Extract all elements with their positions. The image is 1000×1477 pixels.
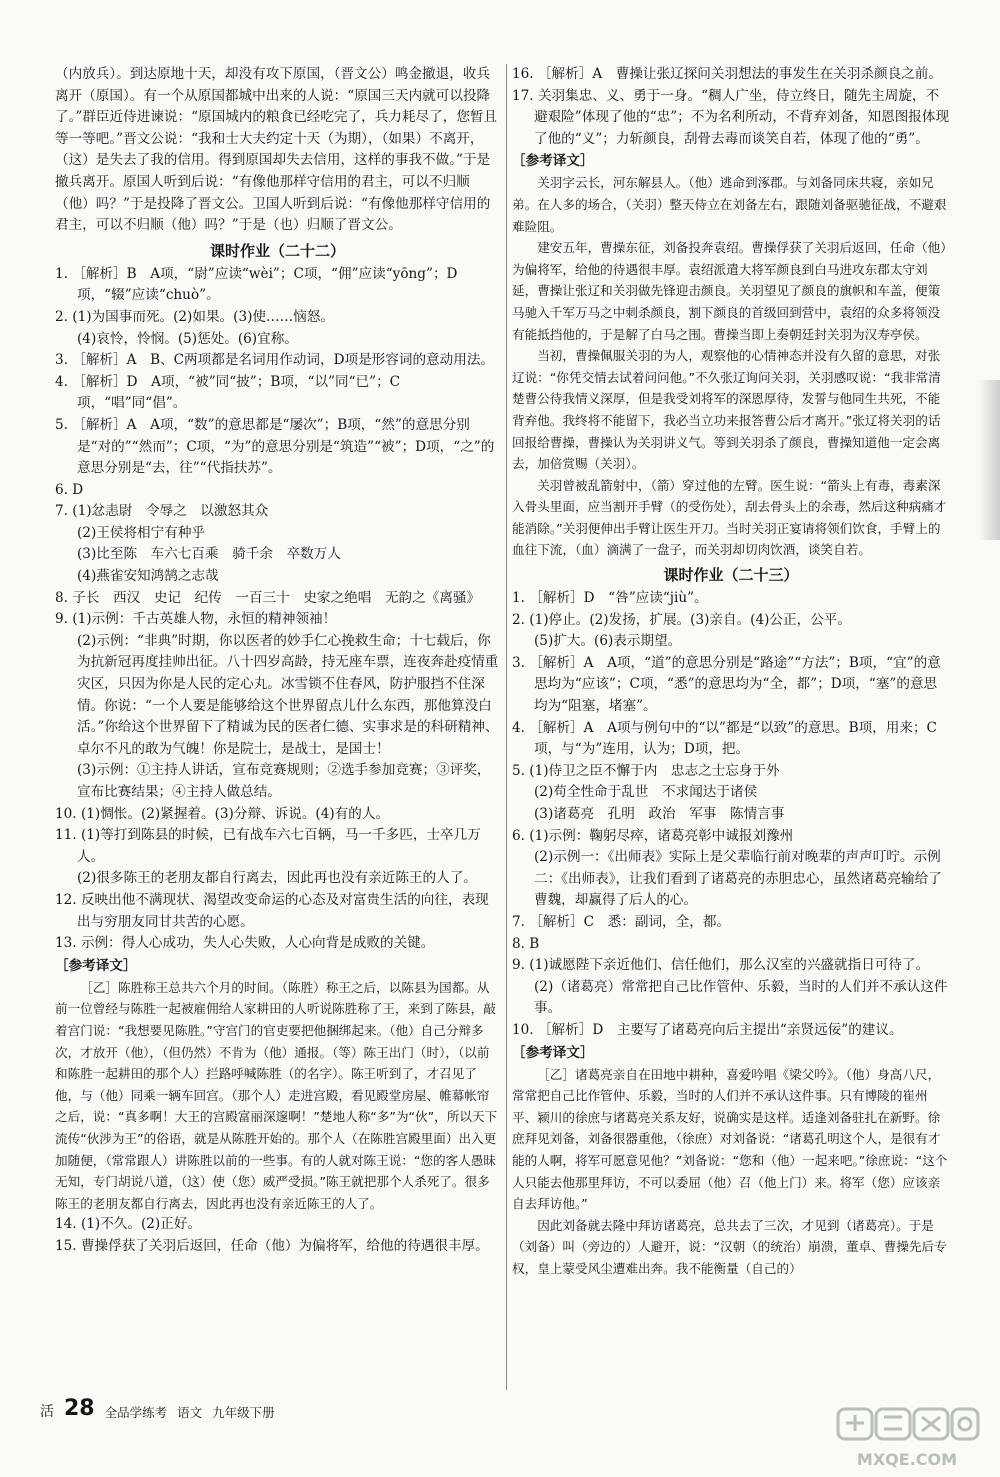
answer-subitem: (4)哀怜，怜悯。(5)惩处。(6)宜称。 [77, 330, 298, 347]
answer-item: 15. 曹操俘获了关羽后返回，任命（他）为偏将军，给他的待遇很丰厚。 [55, 1237, 489, 1254]
answer-item: 12. 反映出他不满现状、渴望改变命运的心态及对富贵生活的向往，表现出与穷朋友同甘共苦的心愿。 [55, 891, 489, 930]
translation-paragraph: 因此刘备就去隆中拜访诸葛亮，总共去了三次，才见到（诸葛亮）。于是（刘备）叫（旁边的）人避开，说：“汉朝（的统治）崩溃，董卓、曹操先后专权，皇上蒙受风尘遭难出奔。我不能衡量（自己的） [512, 1217, 947, 1276]
section-heading: 课时作业（二十三） [663, 566, 799, 585]
page-number: 28 [64, 1396, 95, 1421]
text-paragraph: （内放兵）。到达原地十天，却没有攻下原国，（晋文公）鸣金撤退，收兵离开（原国）。有一个从原国都城中出来的人说：“原国三天内就可以投降了。”群臣近侍进谏说：“原国城内的粮食已经吃完了，兵力耗尽了，您暂且等一等吧。”晋文公说：“我和士大夫约定十天（为期），（如果）不离开，（这）是失去了我的信用。得到原国却失去信用，这样的事我不做。”于是撤兵离开。原国人听到后说：“有像他那样守信用的君主，可以不归顺（他）吗？”于是投降了晋文公。卫国人听到后说：“有像他那样守信用的君主，可以不归顺（他）吗？”于是（也）归顺了晋文公。 [55, 66, 498, 234]
answer-item: 11. (1)等打到陈县的时候，已有战车六七百辆，马一千多匹，士卒几万人。 [55, 827, 481, 865]
footer-subject: 语文 [177, 1405, 203, 1420]
answer-item: 2. (1)停止。(2)发扬，扩展。(3)亲自。(4)公正，公平。 [512, 611, 851, 628]
answer-item: 5. ［解析］A A项，“数”的意思都是“屡次”；B项，“然”的意思分别是“对的”“然而”；C项，“为”的意思分别是“筑造”“被”；D项，“之”的意思分别是“去，往”“代指扶苏”。 [55, 416, 495, 477]
answer-item: 4. ［解析］D A项，“被”同“披”；B项，“以”同“已”；C项，“唱”同“倡”。 [55, 373, 401, 412]
watermark-logo-icon [832, 1405, 982, 1473]
answer-item: 3. ［解析］A B、C两项都是名词用作动词，D项是形容词的意动用法。 [55, 352, 495, 369]
translation-paragraph: ［乙］诸葛亮亲自在田地中耕种，喜爱吟唱《梁父吟》。（他）身高八尺，常常把自己比作管仲、乐毅，当时的人们并不承认这件事。只有博陵的崔州平、颍川的徐庶与诸葛亮关系友好，说确实是这样。适逢刘备驻扎在新野。徐庶拜见刘备，刘备很器重他，（徐庶）对刘备说：“诸葛孔明这个人，是很有才能的人啊，将军可愿意见他？”刘备说：“您和（他）一起来吧。”徐庶说：“这个人只能去他那里拜访，不可以委屈（他）召（他上门）来。将军（您）应该亲自去拜访他。” [512, 1066, 948, 1212]
answer-subitem: (2)示例一：《出师表》实际上是父辈临行前对晚辈的声声叮咛。示例二：《出师表》，让我们看到了诸葛亮的赤胆忠心，虽然诸葛亮输给了曹魏，却赢得了后人的心。 [534, 849, 942, 909]
answer-item: 10. (1)惆怅。(2)紧握着。(3)分辩、诉说。(4)有的人。 [55, 805, 390, 822]
footer-huo: 活 [40, 1404, 54, 1420]
column-divider [506, 64, 507, 1390]
answer-subitem: (2)王侯将相宁有种乎 [77, 524, 206, 541]
answer-item: 10. ［解析］D 主要写了诸葛亮向后主提出“亲贤远佞”的建议。 [512, 1021, 903, 1038]
answer-item: 6. D [55, 481, 84, 498]
answer-item: 4. ［解析］A A项与例句中的“以”都是“以致”的意思。B项，用来；C项，与“为”连用，认为；D项，把。 [512, 719, 937, 758]
page-edge-shadow [978, 380, 1000, 540]
answer-item: 3. ［解析］A A项，“道”的意思分别是“路途”“方法”；B项，“宜”的意思均为“应该”；C项，“悉”的意思均为“全，都”；D项，“塞”的意思均为“阻塞，堵塞”。 [512, 654, 941, 715]
answer-item: 5. (1)侍卫之臣不懈于内 忠志之士忘身于外 [512, 762, 780, 779]
translation-paragraph: 建安五年，曹操东征，刘备投奔袁绍。曹操俘获了关羽后返回，任命（他）为偏将军，给他的待遇很丰厚。袁绍派遣大将军颜良到白马进攻东郡太守刘延，曹操让张辽和关羽做先锋迎击颜良。关羽望见了颜良的旗帜和车盖，便策马驰入千军万马之中刺杀颜良，割下颜良的首级回到营中，袁绍的众多将领没有能抵挡他的，于是解了白马之围。曹操当即上奏朝廷封关羽为汉寿亭侯。 [512, 240, 947, 342]
answer-item: 8. 子长 西汉 史记 纪传 一百三十 史家之绝唱 无韵之《离骚》 [55, 589, 481, 606]
answer-subitem: (3)比至陈 车六七百乘 骑千余 卒数万人 [77, 546, 341, 563]
translation-paragraph: ［乙］陈胜称王总共六个月的时间。（陈胜）称王之后，以陈县为国都。从前一位曾经与陈胜一起被雇佣给人家耕田的人听说陈胜称了王，来到了陈县，敲着宫门说：“我想要见陈胜。”守宫门的官吏要把他捆绑起来。（他）自己分辩多次，才放开（他），（但仍然）不肯为（他）通报。（等）陈王出门（时），（以前和陈胜一起耕田的那个人）拦路呼喊陈胜（的名字）。陈王听到了，才召见了他，与（他）同乘一辆车回宫。（那个人）走进宫殿，看见殿堂房屋、帷幕帐帘之后，说：“真多啊！大王的宫殿富丽深邃啊！”楚地人称“多”为“伙”，所以天下流传“伙涉为王”的俗语，就是从陈胜开始的。那个人（在陈胜宫殿里面）出入更加随便，（常常跟人）讲陈胜以前的一些事。有的人就对陈王说：“您的客人愚昧无知，专门胡说八道，（这）使（您）威严受损。”陈王就把那个人杀死了。很多陈王的老朋友都自行离去，因此再也没有亲近陈王的人了。 [55, 979, 498, 1211]
answer-item: 8. B [512, 935, 540, 952]
footer-book-title: 全品学练考 [104, 1405, 168, 1420]
answer-subitem: (3)示例：①主持人讲话，宣布竞赛规则；②选手参加竞赛；③评奖，宣布比赛结果；④主持人做总结。 [77, 762, 491, 800]
answer-item: 7. (1)忿恚尉 令辱之 以激怒其众 [55, 503, 269, 520]
answer-item: 7. ［解析］C 悉：副词，全，都。 [512, 913, 731, 930]
translation-paragraph: 当初，曹操佩服关羽的为人，观察他的心情神态并没有久留的意思，对张辽说：“你凭交情去试着问问他。”不久张辽询问关羽，关羽感叹说：“我非常清楚曹公待我情义深厚，但是我受刘将军的深恩厚待，发誓与他同生共死，不能背弃他。我终将不能留下，我必当立功来报答曹公后才离开。”张辽将关羽的话回报给曹操，曹操认为关羽讲义气。等到关羽杀了颜良，曹操知道他一定会离去，加倍赏赐（关羽）。 [512, 348, 941, 472]
footer-grade: 九年级下册 [212, 1405, 275, 1420]
translation-paragraph: 关羽曾被乱箭射中，（箭）穿过他的左臂。医生说：“箭头上有毒，毒素深入骨头里面，应当割开手臂（的受伤处），刮去骨头上的余毒，然后这种病痛才能消除。”关羽便伸出手臂让医生开刀。当时关羽正宴请将领们饮食，手臂上的血往下流，（血）滴满了一盘子，而关羽却切肉饮酒，谈笑自若。 [512, 477, 947, 558]
answer-item: 14. (1)不久。(2)正好。 [55, 1216, 202, 1233]
answer-subitem: (4)燕雀安知鸿鹄之志哉 [77, 568, 219, 585]
answer-item: 17. 关羽集忠、义、勇于一身。“稠人广坐，侍立终日，随先主周旋，不避艰险”体现了他的“忠”；不为名利所动，不背弃刘备，知恩图报体现了他的“义”；力斩颜良，刮骨去毒而谈笑自若，体现了他的“勇”。 [512, 87, 950, 147]
watermark-text: MXQE.COM [856, 1450, 958, 1469]
reference-translation-label: ［参考译文］ [512, 153, 594, 170]
reference-translation-label: ［参考译文］ [55, 957, 137, 974]
answer-subitem: (2)（诸葛亮）常常把自己比作管仲、乐毅，当时的人们并不承认这件事。 [534, 978, 948, 1017]
answer-subitem: (5)扩大。(6)表示期望。 [534, 633, 682, 650]
left-column [55, 64, 500, 1257]
answer-item: 9. (1)示例：千古英雄人物，永恒的精神领袖！ [55, 611, 337, 628]
answer-item: 1. ［解析］D “咎”应读“jiù”。 [512, 590, 708, 607]
right-column [512, 64, 950, 1279]
answer-item: 2. (1)为国事而死。(2)如果。(3)使……恼怒。 [55, 308, 334, 325]
section-heading: 课时作业（二十二） [209, 241, 345, 260]
page-footer [40, 1393, 275, 1421]
answer-item: 16. ［解析］A 曹操让张辽探问关羽想法的事发生在关羽杀颜良之前。 [512, 66, 942, 82]
reference-translation-label: ［参考译文］ [512, 1044, 594, 1061]
answer-item: 13. 示例：得人心成功，失人心失败，人心向背是成败的关键。 [55, 935, 435, 952]
answer-item: 1. ［解析］B A项，“尉”应读“wèi”；C项，“佣”应读“yōng”；D项，“辍”应读“chuò”。 [55, 265, 458, 304]
translation-paragraph: 关羽字云长，河东解县人。（他）逃命到涿郡。与刘备同床共寝，亲如兄弟。在人多的场合，（关羽）整天侍立在刘备左右，跟随刘备驱驰征战，不避艰难险阻。 [512, 175, 947, 234]
answer-subitem: (2)苟全性命于乱世 不求闻达于诸侯 [534, 784, 758, 801]
answer-subitem: (2)很多陈王的老朋友都自行离去，因此再也没有亲近陈王的人了。 [77, 870, 477, 887]
answer-subitem: (3)诸葛亮 孔明 政治 军事 陈情言事 [534, 806, 785, 822]
answer-item: 9. (1)诚愿陛下亲近他们、信任他们，那么汉室的兴盛就指日可待了。 [512, 957, 930, 974]
answer-subitem: (2)示例：“非典”时期，你以医者的妙手仁心挽救生命；十七载后，你为抗新冠再度挂帅出征。八十四岁高龄，持无座车票，连夜奔赴疫情重灾区，只因为你是人民的定心丸。冰雪锁不住春风，防护服挡不住深情。你说：“一个人要是能够给这个世界留点儿什么东西，那他算没白活。”你给这个世界留下了精诚为民的医者仁德、实事求是的科研精神、卓尔不凡的敢为气魄！你是院士，是战士，是国士！ [77, 632, 499, 757]
answer-item: 6. (1)示例：鞠躬尽瘁，诸葛亮彰中诚报刘豫州 [512, 827, 794, 844]
